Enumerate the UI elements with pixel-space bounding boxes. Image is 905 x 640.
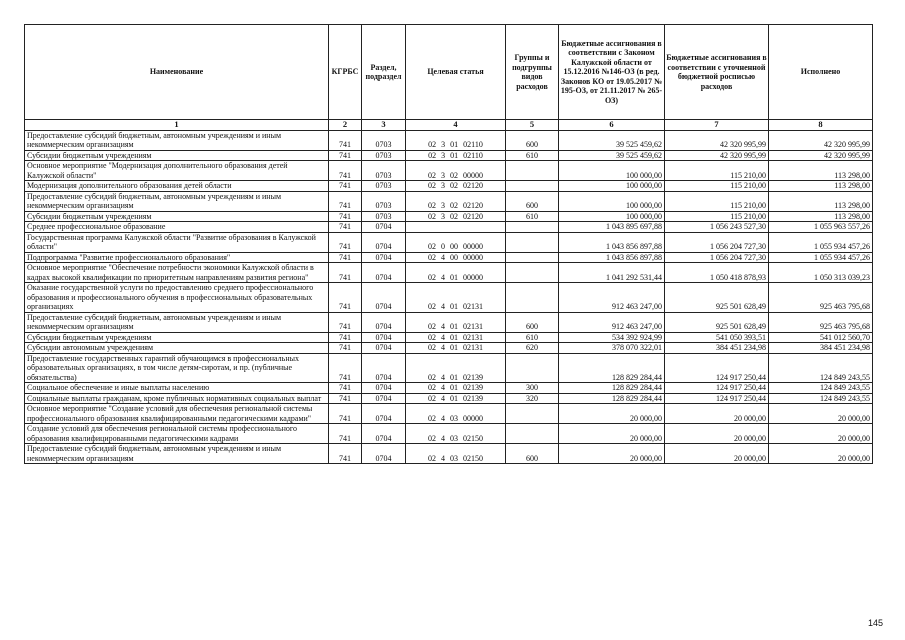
cell-target: 02 3 01 02110 bbox=[406, 130, 506, 150]
cell-law-allocation: 39 525 459,62 bbox=[559, 130, 665, 150]
header-row bbox=[25, 25, 873, 120]
cell-law-allocation: 128 829 284,44 bbox=[559, 353, 665, 383]
cell-executed: 541 012 560,70 bbox=[769, 332, 873, 343]
header-target: Целевая статья bbox=[406, 25, 506, 120]
cell-executed: 124 849 243,55 bbox=[769, 393, 873, 404]
cell-target: 02 4 01 02139 bbox=[406, 353, 506, 383]
cell-group: 300 bbox=[506, 383, 559, 394]
cell-section: 0703 bbox=[362, 211, 406, 222]
cell-list-allocation: 384 451 234,98 bbox=[665, 343, 769, 354]
cell-executed: 20 000,00 bbox=[769, 404, 873, 424]
cell-executed: 113 298,00 bbox=[769, 161, 873, 181]
budget-table bbox=[24, 24, 873, 464]
cell-list-allocation: 1 056 243 527,30 bbox=[665, 222, 769, 233]
cell-name: Подпрограмма "Развитие профессионального образования" bbox=[25, 252, 329, 263]
table-row bbox=[25, 404, 873, 424]
cell-list-allocation: 20 000,00 bbox=[665, 444, 769, 464]
cell-section: 0704 bbox=[362, 252, 406, 263]
cell-section: 0703 bbox=[362, 161, 406, 181]
table-body bbox=[25, 130, 873, 464]
cell-list-allocation: 115 210,00 bbox=[665, 191, 769, 211]
cell-law-allocation: 20 000,00 bbox=[559, 404, 665, 424]
cell-law-allocation: 128 829 284,44 bbox=[559, 383, 665, 394]
header-section: Раздел, подраздел bbox=[362, 25, 406, 120]
cell-name: Среднее профессиональное образование bbox=[25, 222, 329, 233]
cell-list-allocation: 1 056 204 727,30 bbox=[665, 232, 769, 252]
cell-executed: 1 055 934 457,26 bbox=[769, 232, 873, 252]
cell-kgrbs: 741 bbox=[329, 393, 362, 404]
header-executed: Исполнено bbox=[769, 25, 873, 120]
cell-group bbox=[506, 161, 559, 181]
cell-kgrbs: 741 bbox=[329, 211, 362, 222]
column-number: 3 bbox=[362, 120, 406, 131]
column-number: 5 bbox=[506, 120, 559, 131]
cell-name: Оказание государственной услуги по предоставлению среднего профессионального образования и профессионального обучения в профессиональных образовательных организациях bbox=[25, 283, 329, 313]
header-kgrbs: КГРБС bbox=[329, 25, 362, 120]
cell-section: 0704 bbox=[362, 232, 406, 252]
cell-executed: 113 298,00 bbox=[769, 211, 873, 222]
cell-kgrbs: 741 bbox=[329, 343, 362, 354]
table-row bbox=[25, 181, 873, 192]
cell-kgrbs: 741 bbox=[329, 383, 362, 394]
cell-target: 02 3 01 02110 bbox=[406, 150, 506, 161]
cell-section: 0704 bbox=[362, 222, 406, 233]
cell-executed: 1 050 313 039,23 bbox=[769, 263, 873, 283]
cell-target: 02 3 02 02120 bbox=[406, 211, 506, 222]
cell-group: 610 bbox=[506, 332, 559, 343]
cell-group: 620 bbox=[506, 343, 559, 354]
table-row bbox=[25, 150, 873, 161]
cell-kgrbs: 741 bbox=[329, 444, 362, 464]
cell-kgrbs: 741 bbox=[329, 232, 362, 252]
cell-list-allocation: 1 050 418 878,93 bbox=[665, 263, 769, 283]
cell-executed: 20 000,00 bbox=[769, 444, 873, 464]
table-row bbox=[25, 444, 873, 464]
column-number: 8 bbox=[769, 120, 873, 131]
cell-law-allocation: 1 041 292 531,44 bbox=[559, 263, 665, 283]
cell-group bbox=[506, 222, 559, 233]
cell-section: 0704 bbox=[362, 312, 406, 332]
cell-executed: 1 055 934 457,26 bbox=[769, 252, 873, 263]
table-row bbox=[25, 393, 873, 404]
cell-group bbox=[506, 181, 559, 192]
cell-name: Социальные выплаты гражданам, кроме публичных нормативных социальных выплат bbox=[25, 393, 329, 404]
cell-section: 0704 bbox=[362, 404, 406, 424]
cell-group bbox=[506, 283, 559, 313]
column-number: 4 bbox=[406, 120, 506, 131]
cell-group: 600 bbox=[506, 130, 559, 150]
cell-kgrbs: 741 bbox=[329, 252, 362, 263]
cell-law-allocation: 912 463 247,00 bbox=[559, 312, 665, 332]
cell-group bbox=[506, 232, 559, 252]
cell-target: 02 3 02 02120 bbox=[406, 181, 506, 192]
cell-list-allocation: 20 000,00 bbox=[665, 424, 769, 444]
cell-section: 0703 bbox=[362, 191, 406, 211]
cell-executed: 384 451 234,98 bbox=[769, 343, 873, 354]
table-row bbox=[25, 353, 873, 383]
cell-kgrbs: 741 bbox=[329, 283, 362, 313]
cell-law-allocation: 100 000,00 bbox=[559, 191, 665, 211]
cell-kgrbs: 741 bbox=[329, 181, 362, 192]
cell-executed: 124 849 243,55 bbox=[769, 383, 873, 394]
cell-section: 0703 bbox=[362, 130, 406, 150]
cell-section: 0704 bbox=[362, 332, 406, 343]
cell-target: 02 4 01 02139 bbox=[406, 383, 506, 394]
cell-section: 0704 bbox=[362, 383, 406, 394]
cell-list-allocation: 115 210,00 bbox=[665, 211, 769, 222]
cell-group bbox=[506, 252, 559, 263]
cell-kgrbs: 741 bbox=[329, 424, 362, 444]
cell-kgrbs: 741 bbox=[329, 161, 362, 181]
cell-list-allocation: 115 210,00 bbox=[665, 161, 769, 181]
cell-group bbox=[506, 263, 559, 283]
cell-group: 610 bbox=[506, 150, 559, 161]
cell-law-allocation: 1 043 856 897,88 bbox=[559, 232, 665, 252]
cell-list-allocation: 925 501 628,49 bbox=[665, 312, 769, 332]
column-number: 7 bbox=[665, 120, 769, 131]
page-number: 145 bbox=[867, 618, 883, 628]
cell-kgrbs: 741 bbox=[329, 263, 362, 283]
table-row bbox=[25, 252, 873, 263]
cell-section: 0704 bbox=[362, 393, 406, 404]
cell-kgrbs: 741 bbox=[329, 312, 362, 332]
cell-name: Основное мероприятие "Обеспечение потребности экономики Калужской области в кадрах высокой квалификации по приоритетным направлениям развития региона" bbox=[25, 263, 329, 283]
cell-list-allocation: 115 210,00 bbox=[665, 181, 769, 192]
cell-name: Основное мероприятие "Модернизация дополнительного образования детей Калужской области" bbox=[25, 161, 329, 181]
cell-list-allocation: 42 320 995,99 bbox=[665, 130, 769, 150]
cell-section: 0704 bbox=[362, 353, 406, 383]
cell-law-allocation: 534 392 924,99 bbox=[559, 332, 665, 343]
cell-list-allocation: 541 050 393,51 bbox=[665, 332, 769, 343]
table-row bbox=[25, 130, 873, 150]
table-row bbox=[25, 343, 873, 354]
cell-target: 02 4 03 02150 bbox=[406, 444, 506, 464]
cell-section: 0704 bbox=[362, 343, 406, 354]
table-row bbox=[25, 211, 873, 222]
cell-list-allocation: 925 501 628,49 bbox=[665, 283, 769, 313]
cell-section: 0704 bbox=[362, 424, 406, 444]
table-row bbox=[25, 263, 873, 283]
cell-law-allocation: 912 463 247,00 bbox=[559, 283, 665, 313]
cell-name: Модернизация дополнительного образования детей области bbox=[25, 181, 329, 192]
header-groups: Группы и подгруппы видов расходов bbox=[506, 25, 559, 120]
cell-target: 02 4 00 00000 bbox=[406, 252, 506, 263]
cell-group: 320 bbox=[506, 393, 559, 404]
cell-target: 02 3 02 02120 bbox=[406, 191, 506, 211]
table-row bbox=[25, 312, 873, 332]
cell-target: 02 4 03 02150 bbox=[406, 424, 506, 444]
cell-group bbox=[506, 404, 559, 424]
table-row bbox=[25, 232, 873, 252]
cell-group: 610 bbox=[506, 211, 559, 222]
cell-executed: 1 055 963 557,26 bbox=[769, 222, 873, 233]
cell-name: Государственная программа Калужской области "Развитие образования в Калужской области" bbox=[25, 232, 329, 252]
cell-list-allocation: 124 917 250,44 bbox=[665, 353, 769, 383]
cell-section: 0704 bbox=[362, 263, 406, 283]
cell-kgrbs: 741 bbox=[329, 332, 362, 343]
cell-name: Предоставление государственных гарантий обучающимся в профессиональных образовательных организациях, в том числе детям-сиротам, и пр. (публичные обязательства) bbox=[25, 353, 329, 383]
cell-law-allocation: 100 000,00 bbox=[559, 211, 665, 222]
cell-section: 0703 bbox=[362, 150, 406, 161]
cell-group: 600 bbox=[506, 191, 559, 211]
cell-law-allocation: 20 000,00 bbox=[559, 424, 665, 444]
cell-section: 0704 bbox=[362, 283, 406, 313]
cell-name: Субсидии автономным учреждениям bbox=[25, 343, 329, 354]
cell-name: Предоставление субсидий бюджетным, автономным учреждениям и иным некоммерческим организациям bbox=[25, 312, 329, 332]
cell-section: 0703 bbox=[362, 181, 406, 192]
header-law-allocations: Бюджетные ассигнования в соответствии с Законом Калужской области от 15.12.2016 №146-ОЗ (в ред. Законов КО от 19.05.2017 № 195-ОЗ, от 21.11.2017 № 265-ОЗ) bbox=[559, 25, 665, 120]
table-row bbox=[25, 332, 873, 343]
table-row bbox=[25, 283, 873, 313]
cell-name: Основное мероприятие "Создание условий для обеспечения региональной системы профессионального образования квалифицированными педагогическими кадрами" bbox=[25, 404, 329, 424]
cell-section: 0704 bbox=[362, 444, 406, 464]
table-row bbox=[25, 383, 873, 394]
cell-executed: 124 849 243,55 bbox=[769, 353, 873, 383]
cell-group bbox=[506, 353, 559, 383]
cell-list-allocation: 42 320 995,99 bbox=[665, 150, 769, 161]
cell-law-allocation: 128 829 284,44 bbox=[559, 393, 665, 404]
cell-list-allocation: 124 917 250,44 bbox=[665, 383, 769, 394]
cell-group: 600 bbox=[506, 444, 559, 464]
cell-target: 02 4 01 00000 bbox=[406, 263, 506, 283]
cell-name: Субсидии бюджетным учреждениям bbox=[25, 332, 329, 343]
cell-law-allocation: 20 000,00 bbox=[559, 444, 665, 464]
cell-name: Субсидии бюджетным учреждениям bbox=[25, 150, 329, 161]
cell-name: Субсидии бюджетным учреждениям bbox=[25, 211, 329, 222]
cell-law-allocation: 378 070 322,01 bbox=[559, 343, 665, 354]
cell-group bbox=[506, 424, 559, 444]
cell-law-allocation: 100 000,00 bbox=[559, 181, 665, 192]
header-name: Наименование bbox=[25, 25, 329, 120]
cell-target: 02 4 01 02131 bbox=[406, 343, 506, 354]
cell-name: Предоставление субсидий бюджетным, автономным учреждениям и иным некоммерческим организациям bbox=[25, 191, 329, 211]
cell-target: 02 4 01 02139 bbox=[406, 393, 506, 404]
cell-law-allocation: 1 043 895 697,88 bbox=[559, 222, 665, 233]
cell-executed: 113 298,00 bbox=[769, 181, 873, 192]
table-row bbox=[25, 161, 873, 181]
table-row bbox=[25, 222, 873, 233]
table-row bbox=[25, 191, 873, 211]
table-row bbox=[25, 424, 873, 444]
cell-executed: 113 298,00 bbox=[769, 191, 873, 211]
cell-list-allocation: 20 000,00 bbox=[665, 404, 769, 424]
cell-name: Предоставление субсидий бюджетным, автономным учреждениям и иным некоммерческим организациям bbox=[25, 130, 329, 150]
cell-kgrbs: 741 bbox=[329, 404, 362, 424]
cell-target: 02 4 01 02131 bbox=[406, 332, 506, 343]
cell-executed: 42 320 995,99 bbox=[769, 150, 873, 161]
header-list-allocations: Бюджетные ассигнования в соответствии с уточненной бюджетной росписью расходов bbox=[665, 25, 769, 120]
cell-executed: 20 000,00 bbox=[769, 424, 873, 444]
cell-target: 02 0 00 00000 bbox=[406, 232, 506, 252]
column-number: 1 bbox=[25, 120, 329, 131]
cell-target: 02 4 01 02131 bbox=[406, 283, 506, 313]
cell-kgrbs: 741 bbox=[329, 191, 362, 211]
cell-target: 02 4 01 02131 bbox=[406, 312, 506, 332]
cell-name: Создание условий для обеспечения региональной системы профессионального образования квалифицированными педагогическими кадрами bbox=[25, 424, 329, 444]
cell-name: Предоставление субсидий бюджетным, автономным учреждениям и иным некоммерческим организациям bbox=[25, 444, 329, 464]
cell-law-allocation: 39 525 459,62 bbox=[559, 150, 665, 161]
cell-kgrbs: 741 bbox=[329, 150, 362, 161]
cell-group: 600 bbox=[506, 312, 559, 332]
cell-target: 02 3 02 00000 bbox=[406, 161, 506, 181]
cell-law-allocation: 1 043 856 897,88 bbox=[559, 252, 665, 263]
cell-executed: 925 463 795,68 bbox=[769, 283, 873, 313]
column-number-row bbox=[25, 120, 873, 131]
column-number: 2 bbox=[329, 120, 362, 131]
cell-target: 02 4 03 00000 bbox=[406, 404, 506, 424]
cell-list-allocation: 1 056 204 727,30 bbox=[665, 252, 769, 263]
cell-kgrbs: 741 bbox=[329, 130, 362, 150]
cell-kgrbs: 741 bbox=[329, 353, 362, 383]
cell-target bbox=[406, 222, 506, 233]
cell-name: Социальное обеспечение и иные выплаты населению bbox=[25, 383, 329, 394]
cell-kgrbs: 741 bbox=[329, 222, 362, 233]
cell-law-allocation: 100 000,00 bbox=[559, 161, 665, 181]
cell-list-allocation: 124 917 250,44 bbox=[665, 393, 769, 404]
column-number: 6 bbox=[559, 120, 665, 131]
cell-executed: 925 463 795,68 bbox=[769, 312, 873, 332]
cell-executed: 42 320 995,99 bbox=[769, 130, 873, 150]
